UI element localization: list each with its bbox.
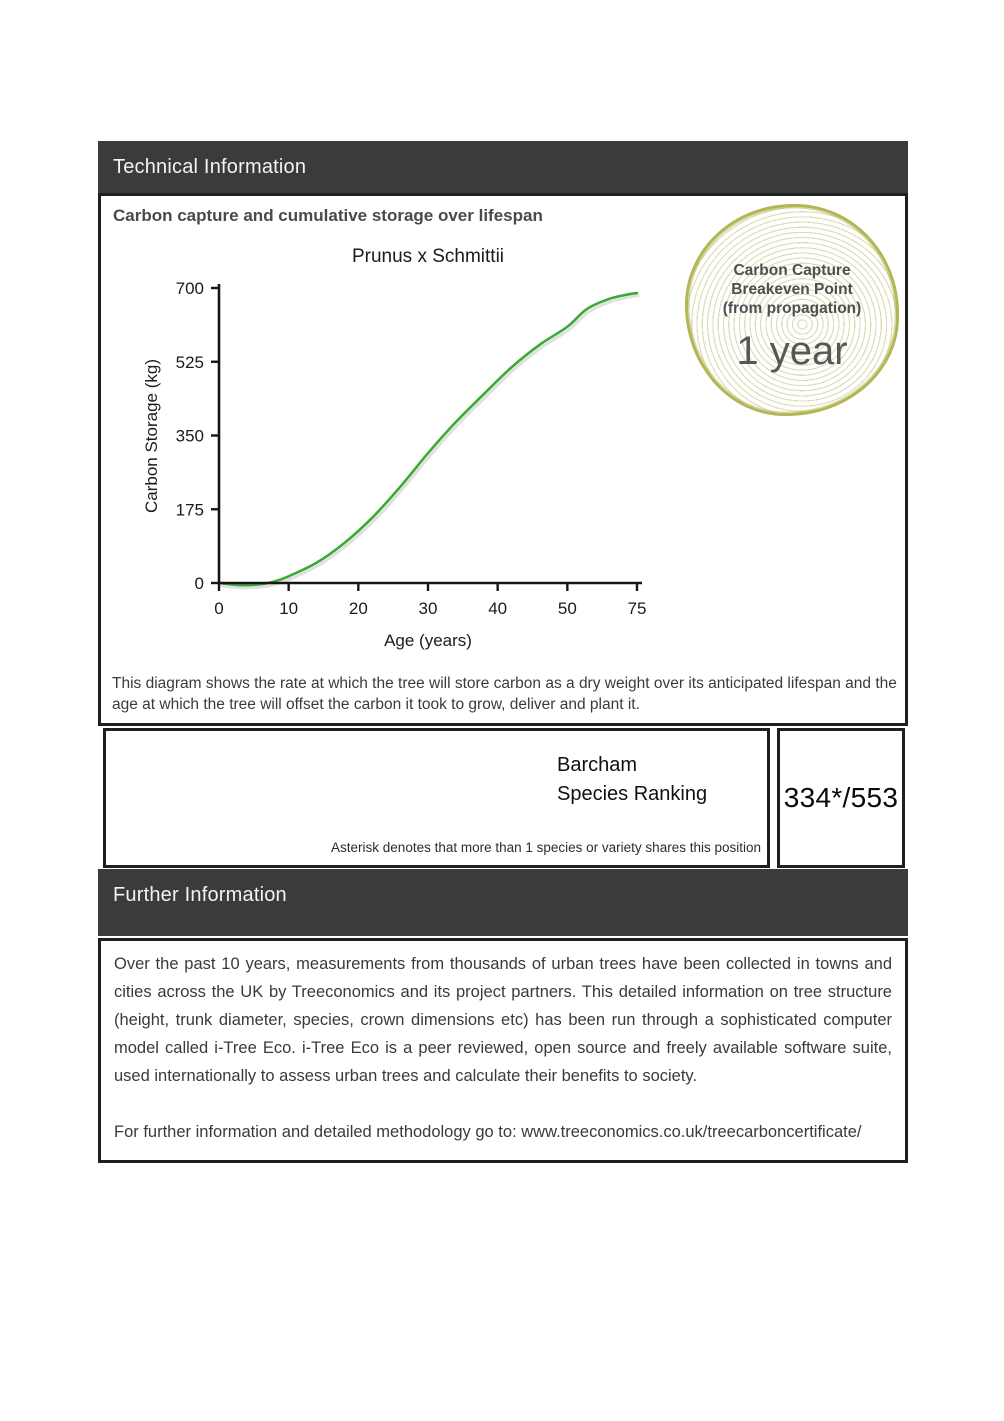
further-information-paragraph: Over the past 10 years, measurements from thousands of urban trees have been collected in towns and cities across the UK by Treeconomics and its project partners. This detailed information on tree structure (height, trunk diameter, species, crown dimensions etc) has been run through a sophisticated computer model called i-Tree Eco. i-Tree Eco is a peer reviewed, open source and freely available software suite, used internationally to assess urban trees and calculate their benefits to society. [114, 955, 892, 1085]
further-information-header: Further Information [98, 869, 908, 936]
y-tick-label: 700 [175, 279, 204, 298]
ranking-value: 334*/553 [783, 782, 899, 813]
y-tick-label: 525 [175, 352, 204, 372]
chart-title: Prunus x Schmittii [351, 246, 505, 267]
ranking-label-line1: Barcham [557, 754, 638, 776]
y-tick-label: 350 [175, 426, 204, 446]
breakeven-badge [685, 204, 899, 416]
badge-title-line: (from propagation) [722, 300, 862, 317]
x-tick-label: 75 [627, 599, 647, 618]
chart-description: This diagram shows the rate at which the tree will store carbon as a dry weight over its anticipated lifespan and the age at which the tree will offset the carbon it took to grow, deliver and plant it. [112, 675, 897, 713]
ranking-label-box [103, 728, 770, 868]
curve-shadow [221, 296, 639, 588]
methodology-link-line: For further information and detailed methodology go to: www.treeconomics.co.uk/treecarboncertificate/ [114, 1123, 862, 1141]
badge-title-line: Breakeven Point [731, 281, 853, 298]
ranking-footnote: Asterisk denotes that more than 1 species or variety shares this position [331, 840, 761, 855]
plot-area [176, 279, 647, 618]
x-tick-label: 30 [418, 599, 438, 618]
carbon-storage-chart [121, 226, 681, 666]
x-tick-label: 40 [488, 599, 508, 618]
y-axis-label: Carbon Storage (kg) [142, 358, 161, 514]
badge-title-line: Carbon Capture [733, 262, 851, 279]
carbon-curve [219, 293, 637, 585]
x-axis-label: Age (years) [384, 631, 472, 650]
x-tick-label: 10 [279, 599, 299, 618]
ranking-value-box [777, 728, 905, 868]
x-tick-label: 20 [348, 599, 368, 618]
carbon-capture-panel [98, 193, 908, 726]
species-ranking-row [98, 728, 908, 868]
ranking-label-line2: Species Ranking [557, 783, 708, 805]
further-information-panel [98, 938, 908, 1163]
technical-information-header: Technical Information [98, 141, 908, 193]
x-tick-label: 50 [557, 599, 577, 618]
y-tick-label: 0 [194, 574, 204, 593]
ranking-label [557, 751, 707, 809]
x-tick-label: 0 [214, 599, 224, 618]
y-tick-label: 175 [175, 500, 204, 520]
panel-heading: Carbon capture and cumulative storage over lifespan [113, 206, 543, 225]
breakeven-value: 1 year [736, 329, 848, 373]
